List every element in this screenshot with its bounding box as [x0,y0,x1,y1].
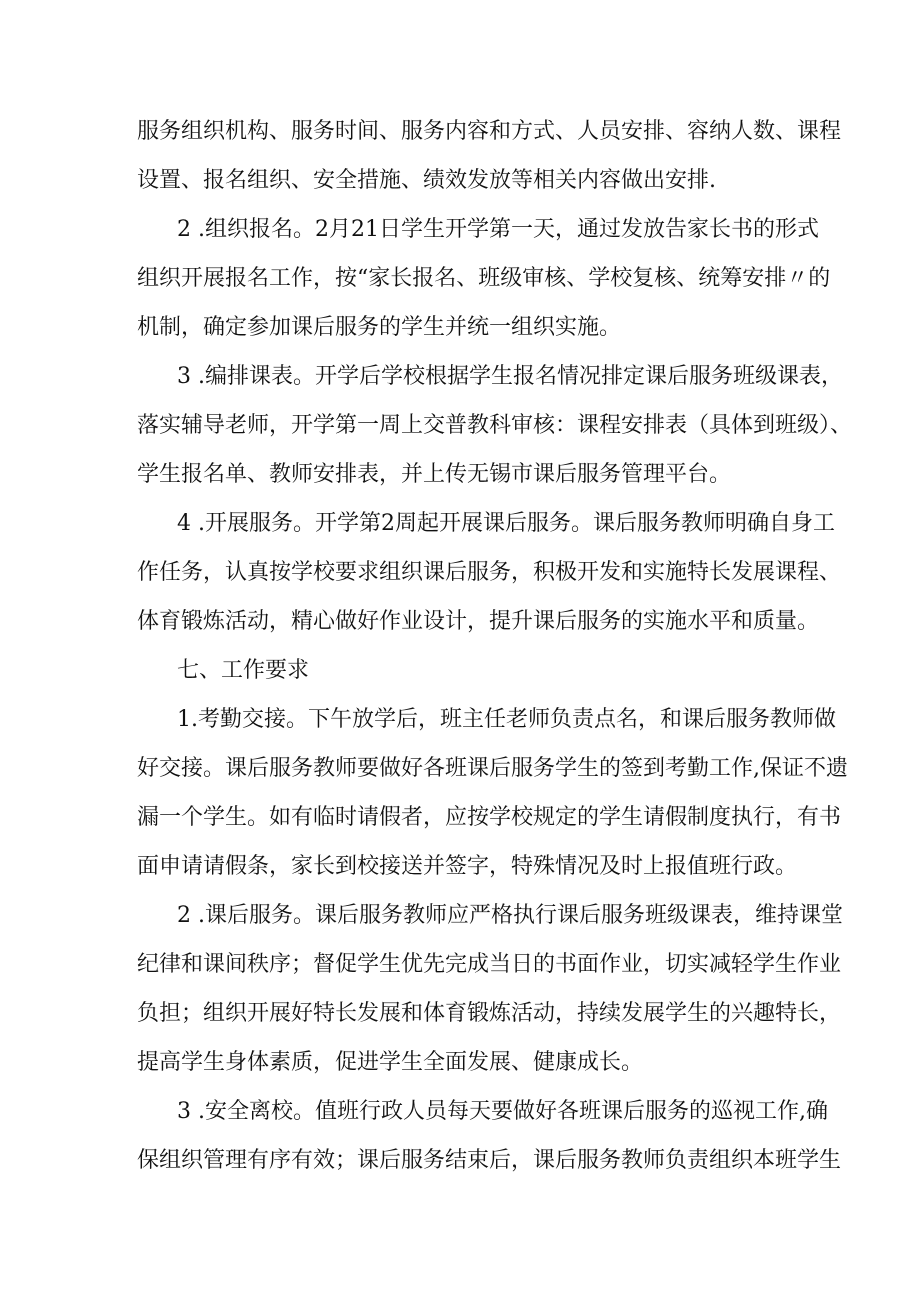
text-line: 保组织管理有序有效；课后服务结束后，课后服务教师负责组织本班学生 [137,1148,842,1173]
text-line: 2 .课后服务。课后服务教师应严格执行课后服务班级课表，维持课堂 [177,903,843,928]
text-line: 4 .开展服务。开学第2周起开展课后服务。课后服务教师明确自身工 [177,511,835,536]
text-line: 3 .编排课表。开学后学校根据学生报名情况排定课后服务班级课表， [177,364,843,389]
text-line: 好交接。课后服务教师要做好各班课后服务学生的签到考勤工作,保证不遗 [137,756,848,781]
text-line: 机制，确定参加课后服务的学生并统一组织实施。 [137,315,622,340]
text-line: 纪律和课间秩序；督促学生优先完成当日的书面作业，切实减轻学生作业 [137,952,842,977]
text-line: 负担；组织开展好特长发展和体育锻炼活动，持续发展学生的兴趣特长， [137,1001,842,1026]
text-line: 1.考勤交接。下午放学后，班主任老师负责点名，和课后服务教师做 [177,707,836,732]
text-line: 面申请请假条，家长到校接送并签字，特殊情况及时上报值班行政。 [137,854,798,879]
text-line: 设置、报名组织、安全措施、绩效发放等相关内容做出安排. [137,168,716,193]
text-line: 漏一个学生。如有临时请假者，应按学校规定的学生请假制度执行，有书 [137,805,842,830]
text-line: 3 .安全离校。值班行政人员每天要做好各班课后服务的巡视工作,确 [177,1099,828,1124]
text-line: 落实辅导老师，开学第一周上交普教科审核：课程安排表（具体到班级）、 [137,413,853,438]
text-line: 提高学生身体素质，促进学生全面发展、健康成长。 [137,1050,644,1075]
text-line: 服务组织机构、服务时间、服务内容和方式、人员安排、容纳人数、课程 [137,119,842,144]
section-heading: 七、工作要求 [177,658,310,683]
text-line: 学生报名单、教师安排表，并上传无锡市课后服务管理平台。 [137,462,732,487]
text-line: 体育锻炼活动，精心做好作业设计，提升课后服务的实施水平和质量。 [137,609,820,634]
text-line: 作任务，认真按学校要求组织课后服务，积极开发和实施特长发展课程、 [137,560,842,585]
text-line: 2 .组织报名。2月21日学生开学第一天，通过发放告家长书的形式 [177,217,819,242]
text-line: 组织开展报名工作，按“家长报名、班级审核、学校复核、统筹安排〃的 [137,266,831,291]
